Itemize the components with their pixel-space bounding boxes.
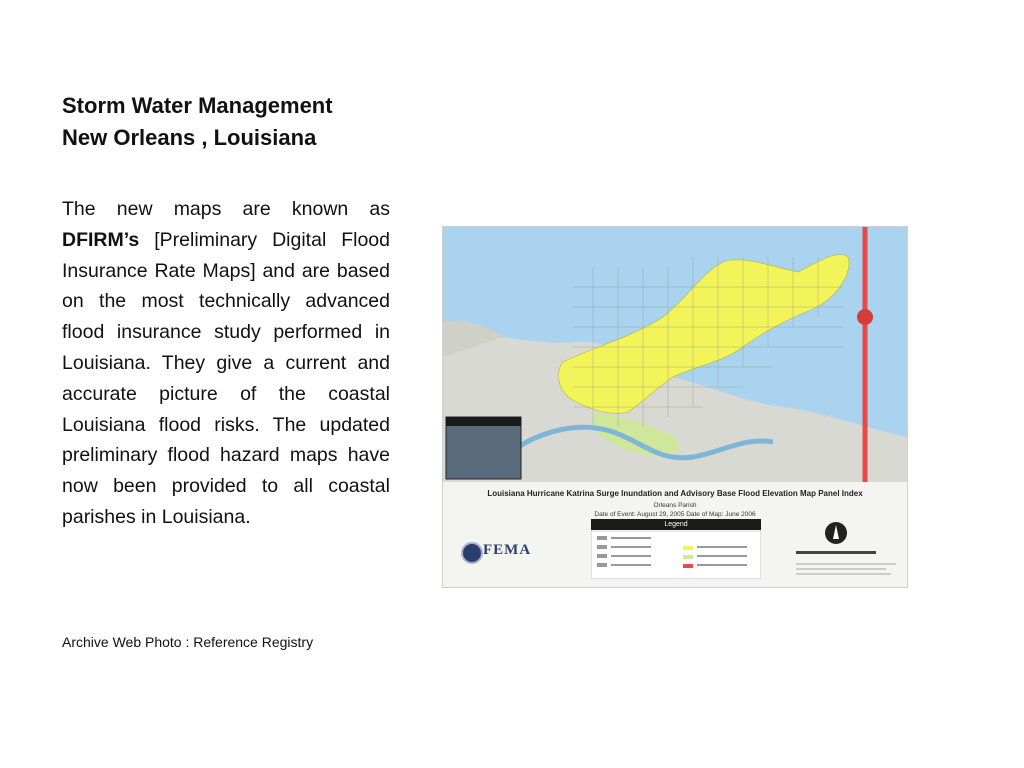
north-arrow-and-scale bbox=[791, 519, 901, 581]
body-rest: [Preliminary Digital Flood Insurance Rate Maps] and are based on the most technically advanced flood insurance study performed in Louisiana. They give a current and accurate picture of the coastal Louisiana flood risks. The updated preliminary flood hazard maps have now been provided to all coastal parishes in Louisiana. bbox=[62, 228, 390, 528]
hurricane-icon bbox=[857, 309, 873, 325]
body-paragraph bbox=[62, 194, 390, 533]
legend-body bbox=[591, 531, 761, 579]
flood-map-image bbox=[442, 226, 908, 588]
body-bold-term: DFIRM’s bbox=[62, 228, 140, 251]
map-subtitle-date: Date of Event: August 29, 2005 Date of Map: June 2006 bbox=[594, 511, 756, 518]
map-subtitle-parish: Orleans Parish bbox=[653, 502, 697, 509]
map-title: Louisiana Hurricane Katrina Surge Inundation and Advisory Base Flood Elevation Map Panel Index bbox=[487, 489, 863, 498]
fema-seal-icon bbox=[461, 542, 483, 564]
photo-caption: Archive Web Photo : Reference Registry bbox=[62, 634, 314, 650]
legend-header: Legend bbox=[591, 519, 761, 530]
inset-map bbox=[446, 417, 521, 479]
fema-logo: FEMA bbox=[483, 542, 532, 558]
body-prefix: The new maps are known as bbox=[62, 198, 390, 220]
slide-title bbox=[62, 90, 422, 154]
map-graphic bbox=[443, 227, 907, 482]
title-line-2: New Orleans , Louisiana bbox=[62, 125, 317, 150]
inset-map-header bbox=[446, 417, 521, 426]
title-line-1: Storm Water Management bbox=[62, 93, 333, 118]
scale-bar bbox=[796, 551, 876, 554]
